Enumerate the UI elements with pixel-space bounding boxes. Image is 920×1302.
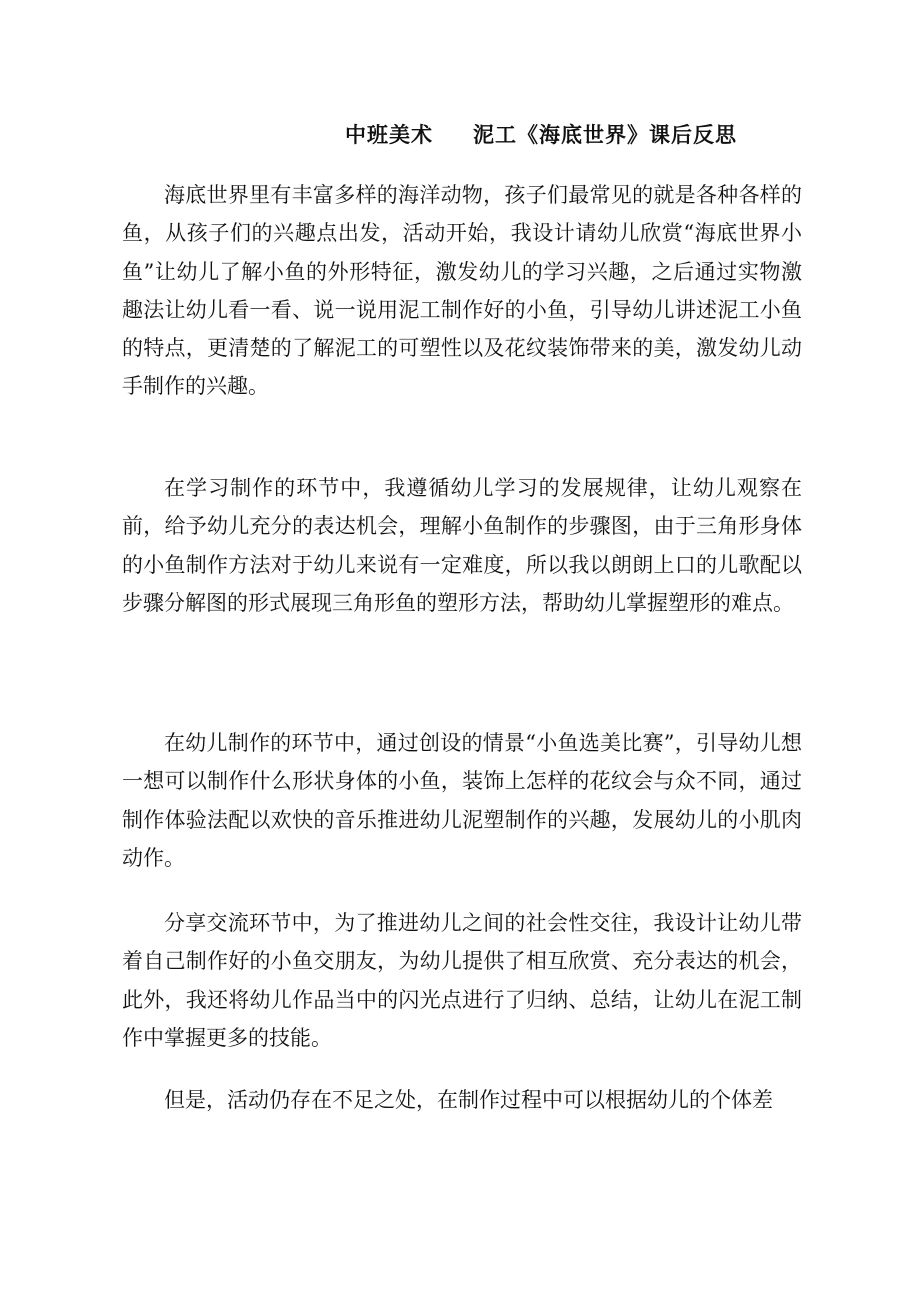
title-lesson: 泥工《海底世界》课后反思: [473, 122, 737, 147]
paragraph-intro: 海底世界里有丰富多样的海洋动物，孩子们最常见的就是各种各样的鱼，从孩子们的兴趣点出发，活动开始，我设计请幼儿欣赏“海底世界小鱼”让幼儿了解小鱼的外形特征，激发幼儿的学习兴趣，之后通过实物激趣法让幼儿看一看、说一说用泥工制作好的小鱼，引导幼儿讲述泥工小鱼的特点，更清楚的了解泥工的可塑性以及花纹装饰带来的美，激发幼儿动手制作的兴趣。: [122, 183, 802, 399]
paragraph-shortcomings: 但是，活动仍存在不足之处，在制作过程中可以根据幼儿的个体差: [164, 1088, 773, 1112]
paragraph-sharing: 分享交流环节中，为了推进幼儿之间的社会性交往，我设计让幼儿带着自己制作好的小鱼交朋友，为幼儿提供了相互欣赏、充分表达的机会，此外，我还将幼儿作品当中的闪光点进行了归纳、总结，让幼儿在泥工制作中掌握更多的技能。: [122, 911, 802, 1050]
title-course: 中班美术: [345, 122, 433, 147]
document-title: [345, 120, 737, 150]
paragraph-making: 在幼儿制作的环节中，通过创设的情景“小鱼选美比赛”，引导幼儿想一想可以制作什么形状身体的小鱼，装饰上怎样的花纹会与众不同，通过制作体验法配以欢快的音乐推进幼儿泥塑制作的兴趣，发展幼儿的小肌肉动作。: [122, 731, 802, 870]
paragraph-learning: 在学习制作的环节中，我遵循幼儿学习的发展规律，让幼儿观察在前，给予幼儿充分的表达机会，理解小鱼制作的步骤图，由于三角形身体的小鱼制作方法对于幼儿来说有一定难度，所以我以朗朗上口的儿歌配以步骤分解图的形式展现三角形鱼的塑形方法，帮助幼儿掌握塑形的难点。: [122, 476, 802, 615]
